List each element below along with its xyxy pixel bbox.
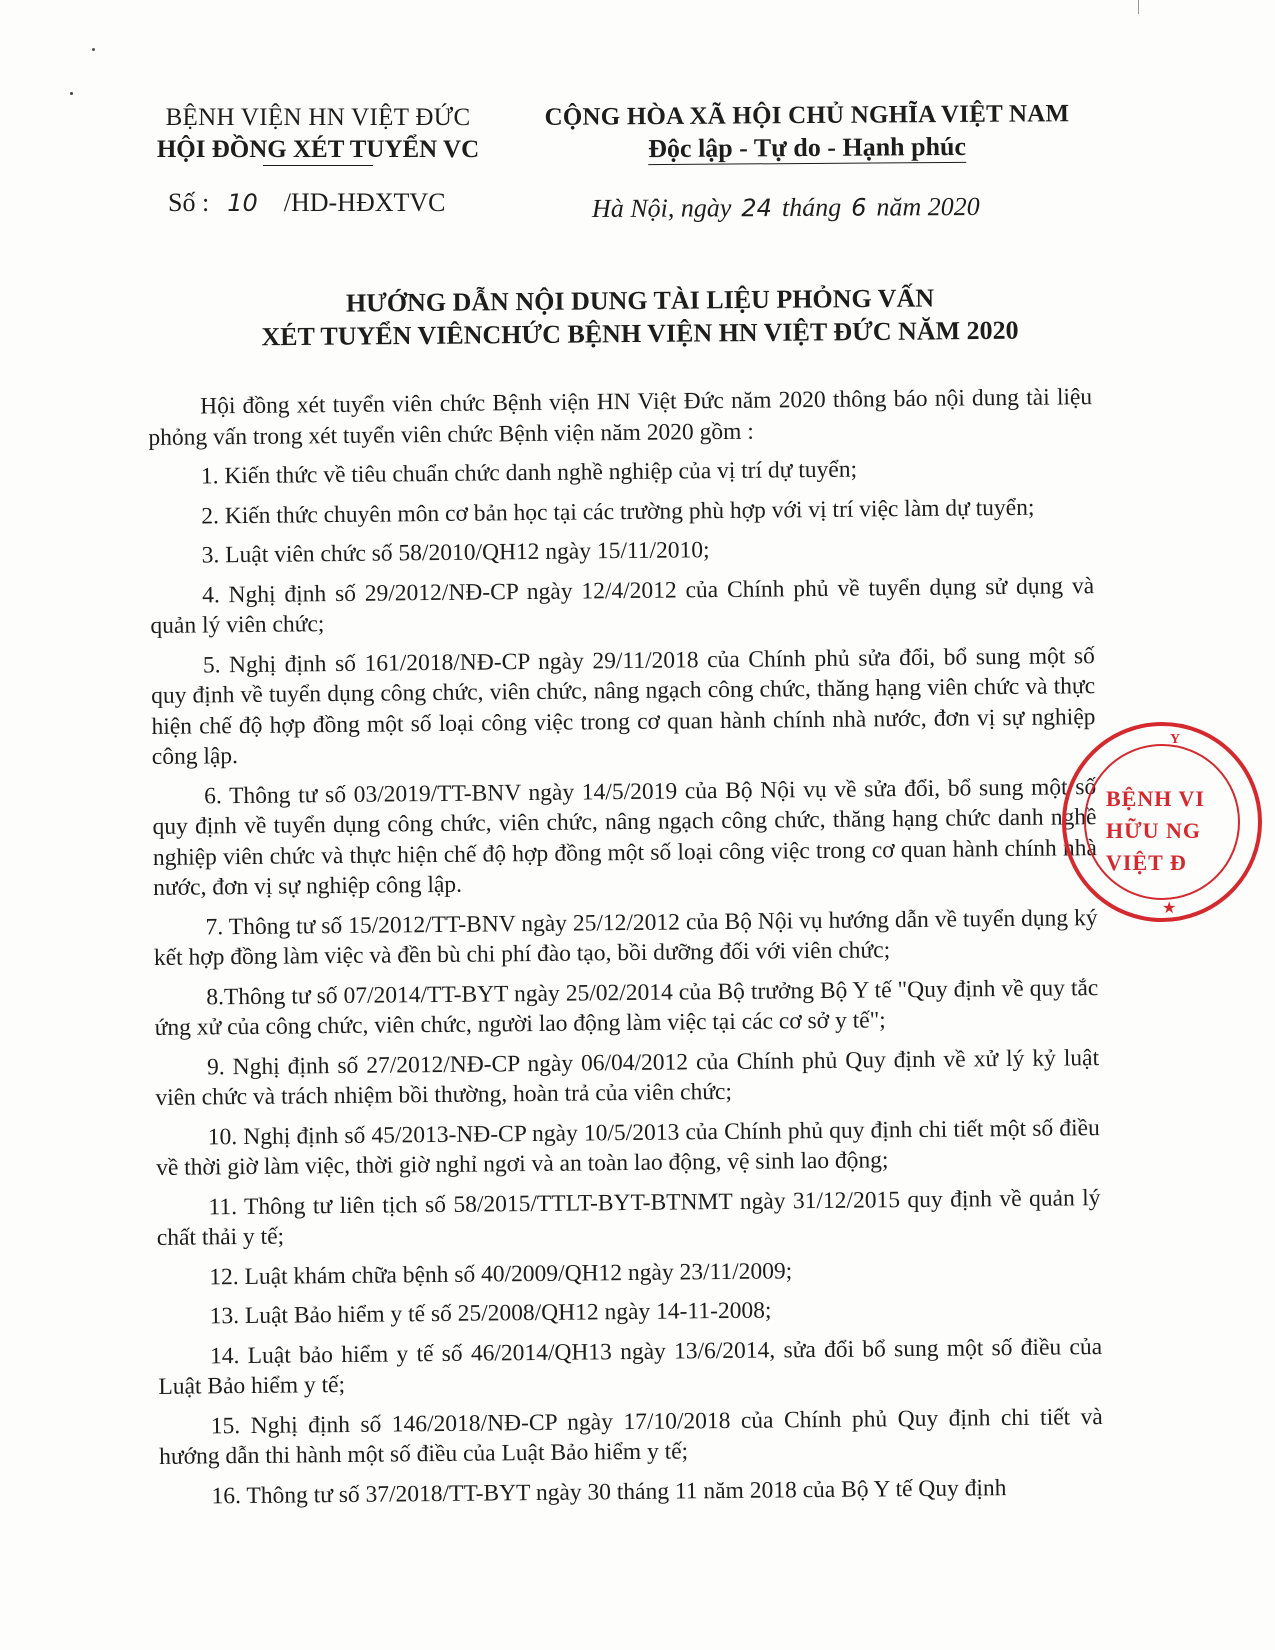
scan-speck: [70, 92, 73, 95]
seal-top-mark: Y: [1170, 732, 1181, 747]
list-item: 3. Luật viên chức số 58/2010/QH12 ngày 15/11/2010;: [201, 537, 710, 569]
date-year: năm 2020: [876, 191, 980, 222]
date-place: Hà Nội, ngày: [591, 193, 732, 224]
doc-no-suffix: /HD-HĐXTVC: [283, 188, 446, 217]
date-month-handwritten: 6: [851, 193, 867, 222]
doc-no-prefix: Số :: [168, 188, 210, 217]
issuer-org: BỆNH VIỆN HN VIỆT ĐỨC: [165, 104, 471, 131]
list-item: 2. Kiến thức chuyên môn cơ bản học tại các trường phù hợp với vị trí việc làm dự tuyển;: [201, 494, 1035, 529]
list-item: 8.Thông tư số 07/2014/TT-BYT ngày 25/02/2014 của Bộ trưởng Bộ Y tế "Quy định về quy tắc ứng xử của công chức, viên chức, người lao động làm việc tại các cơ sở y tế";: [154, 974, 1099, 1041]
national-motto: Độc lập - Tự do - Hạnh phúc: [648, 131, 967, 164]
list-item: 9. Nghị định số 27/2012/NĐ-CP ngày 06/04/2012 của Chính phủ Quy định về xử lý kỷ luật viên chức và trách nhiệm bồi thường, hoàn trả của viên chức;: [155, 1044, 1100, 1111]
list-item: 11. Thông tư liên tịch số 58/2015/TTLT-BYT-BTNMT ngày 31/12/2015 quy định về quản lý chất thải y tế;: [156, 1184, 1101, 1251]
scan-edge-mark: [1138, 0, 1139, 14]
list-item: 5. Nghị định số 161/2018/NĐ-CP ngày 29/11/2018 của Chính phủ sửa đổi, bổ sung một số quy định về tuyển dụng công chức, viên chức, nâng ngạch công chức, thăng hạng viên chức và thực hiện chế độ hợp đồng một số loại công việc trong cơ quan hành chính nhà nước, đơn vị sự nghiệp công lập.: [151, 642, 1096, 770]
intro-paragraph: Hội đồng xét tuyển viên chức Bệnh viện HN Việt Đức năm 2020 thông báo nội dung tài liệu phỏng vấn trong xét tuyển viên chức Bệnh viện năm 2020 gồm :: [148, 384, 1093, 451]
seal-text-line-3: VIỆT Đ: [1106, 850, 1187, 875]
date-day-handwritten: 24: [741, 194, 773, 223]
document-number: [168, 188, 446, 218]
official-seal-stamp: [1062, 722, 1262, 922]
list-item: 12. Luật khám chữa bệnh số 40/2009/QH12 ngày 23/11/2009;: [209, 1257, 793, 1290]
national-header: [512, 98, 1102, 166]
list-item: 16. Thông tư số 37/2018/TT-BYT ngày 30 tháng 11 năm 2018 của Bộ Y tế Quy định: [211, 1474, 1007, 1509]
list-item: 13. Luật Bảo hiểm y tế số 25/2008/QH12 ngày 14-11-2008;: [209, 1297, 772, 1330]
issuer-block: [118, 102, 518, 166]
list-item: 4. Nghị định số 29/2012/NĐ-CP ngày 12/4/2012 của Chính phủ về tuyển dụng sử dụng và quản lý viên chức;: [150, 572, 1095, 639]
list-item: 1. Kiến thức về tiêu chuẩn chức danh nghề nghiệp của vị trí dự tuyển;: [200, 456, 858, 490]
list-item: 15. Nghị định số 146/2018/NĐ-CP ngày 17/10/2018 của Chính phủ Quy định chi tiết và hướng dẫn thi hành một số điều của Luật Bảo hiểm y tế;: [159, 1403, 1103, 1470]
list-item: 14. Luật bảo hiểm y tế số 46/2014/QH13 ngày 13/6/2014, sửa đổi bổ sung một số điều của Luật Bảo hiểm y tế;: [158, 1333, 1103, 1400]
document-body: [148, 382, 1104, 1521]
document-title-line-1: HƯỚNG DẪN NỘI DUNG TÀI LIỆU PHỎNG VẤN: [345, 283, 935, 318]
doc-no-handwritten: 10: [227, 189, 258, 217]
scan-speck: [92, 48, 95, 51]
nation-name: CỘNG HÒA XÃ HỘI CHỦ NGHĨA VIỆT NAM: [544, 100, 1070, 131]
document-title-line-2: XÉT TUYỂN VIÊNCHỨC BỆNH VIỆN HN VIỆT ĐỨC NĂM 2020: [261, 315, 1019, 352]
list-item: 6. Thông tư số 03/2019/TT-BNV ngày 14/5/2019 của Bộ Nội vụ về sửa đổi, bổ sung một số quy định về tuyển dụng công chức, viên chức, nâng ngạch công chức, thăng hạng chức danh nghề nghiệp viên chức và thực hiện chế độ hợp đồng một số loại công việc trong cơ quan hành chính nhà nước, đơn vị sự nghiệp công lập.: [152, 773, 1097, 901]
seal-star-icon: ★: [1162, 900, 1177, 917]
seal-text-line-2: HỮU NG: [1106, 818, 1202, 843]
list-item: 7. Thông tư số 15/2012/TT-BNV ngày 25/12/2012 của Bộ Nội vụ hướng dẫn về tuyển dụng ký kết hợp đồng làm việc và đền bù chi phí đào tạo, bồi dưỡng đối với viên chức;: [153, 904, 1098, 971]
seal-text-line-1: BỆNH VI: [1106, 786, 1205, 811]
date-line: [592, 192, 980, 224]
date-month-label: tháng: [781, 192, 842, 223]
issuer-council: HỘI ĐỒNG XÉT TUYỂN VC: [118, 134, 518, 166]
list-item: 10. Nghị định số 45/2013-NĐ-CP ngày 10/5/2013 của Chính phủ quy định chi tiết một số điều về thời giờ làm việc, thời giờ nghỉ ngơi và an toàn lao động, vệ sinh lao động;: [155, 1114, 1100, 1181]
